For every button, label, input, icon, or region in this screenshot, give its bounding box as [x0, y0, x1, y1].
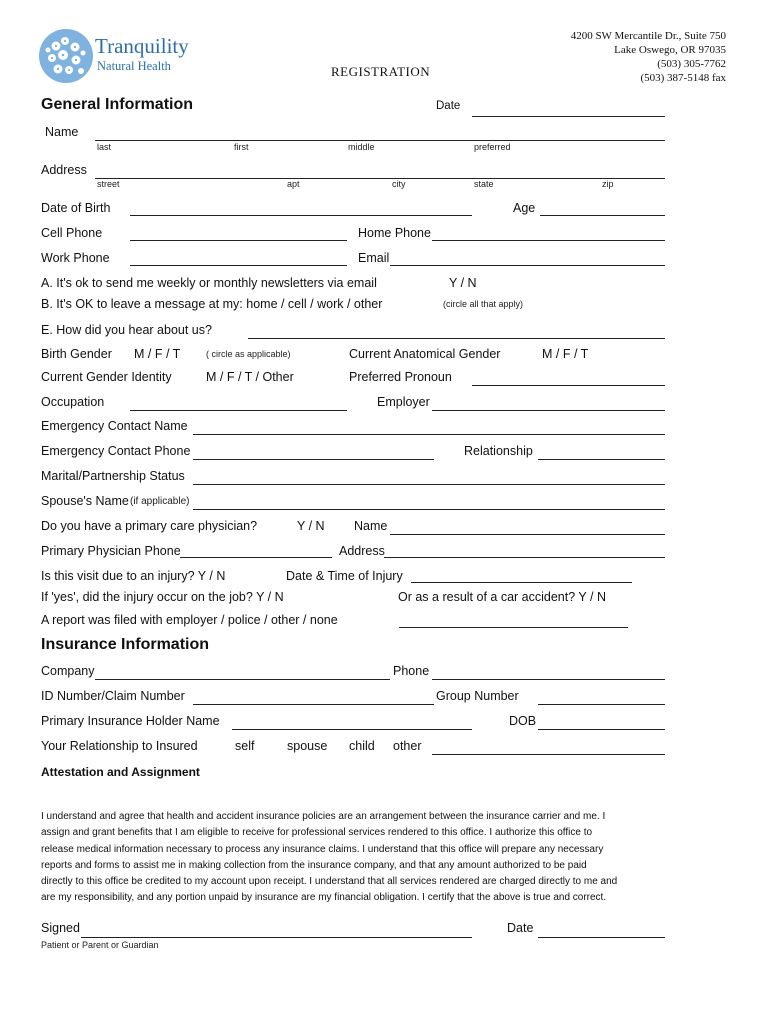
pcp-question: Do you have a primary care physician?	[41, 519, 258, 533]
emergency-contact-name-field[interactable]	[193, 434, 665, 435]
signature-field[interactable]	[81, 937, 472, 938]
insurance-company-field[interactable]	[95, 679, 390, 680]
pcp-address-field[interactable]	[384, 557, 665, 558]
brand-name: Tranquility	[95, 34, 189, 58]
attestation-line: I understand and agree that health and accident insurance policies are an arrangement between the insurance carrier and me. I	[41, 811, 606, 822]
pcp-name-field[interactable]	[390, 534, 665, 535]
pcp-yes-no[interactable]: Y / N	[297, 519, 325, 533]
newsletter-question: A. It's ok to send me weekly or monthly newsletters via email	[41, 276, 377, 290]
injury-date-field[interactable]	[411, 582, 632, 583]
email-field[interactable]	[390, 265, 665, 266]
emergency-contact-phone-label: Emergency Contact Phone	[41, 444, 191, 458]
address-label: Address	[41, 163, 87, 177]
message-note: (circle all that apply)	[443, 299, 524, 309]
attestation-text	[41, 809, 671, 907]
dob-label: Date of Birth	[41, 201, 111, 215]
gender-identity-label: Current Gender Identity	[41, 370, 172, 384]
report-filed-question[interactable]: A report was filed with employer / police / other / none	[41, 613, 338, 627]
address-sub-city: city	[392, 179, 406, 189]
address-sub-state: state	[474, 179, 494, 189]
relationship-other-field[interactable]	[432, 754, 665, 755]
birth-gender-options[interactable]: M / F / T	[134, 347, 181, 361]
signed-sub-label: Patient or Parent or Guardian	[41, 940, 159, 950]
name-sub-first: first	[234, 142, 249, 152]
relationship-field[interactable]	[538, 459, 665, 460]
general-info-heading: General Information	[41, 96, 194, 113]
spouse-name-field[interactable]	[193, 509, 665, 510]
spouse-name-label: Spouse's Name	[41, 494, 129, 508]
hear-about-question: E. How did you hear about us?	[41, 323, 212, 337]
name-sub-middle: middle	[348, 142, 375, 152]
relationship-option-spouse[interactable]: spouse	[287, 739, 328, 753]
occupation-field[interactable]	[130, 410, 347, 411]
flower-logo-icon	[38, 28, 94, 84]
pronoun-field[interactable]	[472, 385, 665, 386]
id-number-field[interactable]	[193, 704, 434, 705]
relationship-option-child[interactable]: child	[349, 739, 375, 753]
address-sub-zip: zip	[602, 179, 614, 189]
pcp-phone-label: Primary Physician Phone	[41, 544, 181, 558]
relationship-to-insured-label: Your Relationship to Insured	[41, 739, 198, 753]
report-filed-field[interactable]	[399, 627, 628, 628]
pcp-phone-field[interactable]	[180, 557, 332, 558]
holder-dob-label: DOB	[509, 714, 537, 728]
relationship-label: Relationship	[464, 444, 533, 458]
attestation-heading: Attestation and Assignment	[41, 765, 200, 779]
pcp-address-label: Address	[339, 544, 385, 558]
age-field[interactable]	[540, 215, 665, 216]
birth-gender-note: ( circle as applicable)	[206, 349, 291, 359]
anatomical-gender-options[interactable]: M / F / T	[542, 347, 589, 361]
job-injury-question[interactable]: If 'yes', did the injury occur on the job? Y / N	[41, 590, 284, 604]
signed-label: Signed	[41, 921, 80, 935]
emergency-contact-name-label: Emergency Contact Name	[41, 419, 188, 433]
birth-gender-label: Birth Gender	[41, 347, 112, 361]
employer-label: Employer	[377, 395, 430, 409]
brand-subtitle: Natural Health	[97, 59, 171, 73]
name-field[interactable]	[95, 140, 665, 141]
form-title: REGISTRATION	[331, 64, 431, 79]
message-question[interactable]: B. It's OK to leave a message at my: home / cell / work / other	[41, 297, 383, 311]
anatomical-gender-label: Current Anatomical Gender	[349, 347, 501, 361]
attestation-line: release medical information necessary to process any insurance claims. I understand that this office will prepare any necessary	[41, 843, 604, 855]
attestation-line: directly to this office be credited to my account upon receipt. I understand that all services rendered are charged directly to me and	[41, 876, 618, 888]
relationship-option-other[interactable]: other	[393, 739, 422, 753]
phone-line: (503) 305-7762	[657, 58, 726, 70]
sign-date-label: Date	[507, 921, 534, 935]
id-number-label: ID Number/Claim Number	[41, 689, 185, 703]
pronoun-label: Preferred Pronoun	[349, 370, 452, 384]
fax-line: (503) 387-5148 fax	[640, 72, 726, 84]
employer-field[interactable]	[432, 410, 665, 411]
home-phone-field[interactable]	[432, 240, 665, 241]
marital-status-label: Marital/Partnership Status	[41, 469, 185, 483]
clinic-address	[571, 29, 726, 85]
attestation-line: are my responsibility, and any portion unpaid by insurance are my financial obligation. I certify that the above is true and correct.	[41, 892, 607, 904]
address-line: Lake Oswego, OR 97035	[614, 44, 726, 56]
group-number-label: Group Number	[436, 689, 519, 703]
dob-field[interactable]	[130, 215, 472, 216]
injury-date-label: Date & Time of Injury	[286, 569, 403, 583]
address-sub-street: street	[97, 179, 120, 189]
email-label: Email	[358, 251, 390, 265]
holder-dob-field[interactable]	[538, 729, 665, 730]
relationship-option-self[interactable]: self	[235, 739, 255, 753]
spouse-name-note: (if applicable)	[130, 496, 190, 507]
age-label: Age	[513, 201, 536, 215]
gender-identity-options[interactable]: M / F / T / Other	[206, 370, 294, 384]
cell-phone-label: Cell Phone	[41, 226, 103, 240]
cell-phone-field[interactable]	[130, 240, 347, 241]
car-accident-question[interactable]: Or as a result of a car accident? Y / N	[398, 590, 606, 604]
name-sub-preferred: preferred	[474, 142, 511, 152]
attestation-line: assign and grant benefits that I am eligible to receive for professional services rendered to this office. I authorize this office to	[41, 827, 593, 839]
date-label: Date	[436, 100, 461, 112]
address-sub-apt: apt	[287, 179, 300, 189]
attestation-line: reports and forms to assist me in making collection from the insurance company, and that any amount authorized to be paid	[41, 859, 587, 871]
holder-name-label: Primary Insurance Holder Name	[41, 714, 220, 728]
newsletter-yes-no[interactable]: Y / N	[449, 276, 477, 290]
marital-status-field[interactable]	[193, 484, 665, 485]
date-field[interactable]	[472, 116, 665, 117]
pcp-name-label: Name	[354, 519, 388, 533]
name-label: Name	[45, 125, 79, 139]
group-number-field[interactable]	[538, 704, 665, 705]
address-line: 4200 SW Mercantile Dr., Suite 750	[570, 30, 726, 42]
home-phone-label: Home Phone	[358, 226, 431, 240]
hear-about-field[interactable]	[248, 338, 665, 339]
emergency-contact-phone-field[interactable]	[193, 459, 434, 460]
sign-date-field[interactable]	[538, 937, 665, 938]
insurance-phone-field[interactable]	[432, 679, 665, 680]
work-phone-label: Work Phone	[41, 251, 110, 265]
name-sub-last: last	[97, 142, 112, 152]
insurance-company-label: Company	[41, 664, 95, 678]
address-field[interactable]	[95, 178, 665, 179]
holder-name-field[interactable]	[232, 729, 472, 730]
insurance-phone-label: Phone	[393, 664, 430, 678]
logo	[38, 28, 94, 84]
injury-question[interactable]: Is this visit due to an injury? Y / N	[41, 569, 226, 583]
insurance-info-heading: Insurance Information	[41, 636, 210, 653]
work-phone-field[interactable]	[130, 265, 347, 266]
occupation-label: Occupation	[41, 395, 105, 409]
